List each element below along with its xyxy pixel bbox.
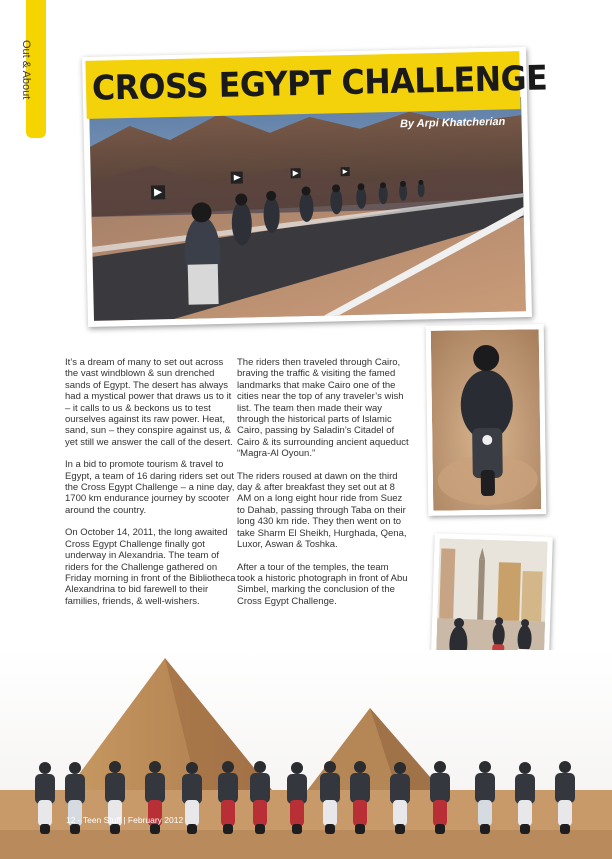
paragraph: In a bid to promote tourism & travel to Egypt, a team of 16 daring riders set out the Cross Egypt Challenge – a nine day, 1700 km endurance journey by scooter around the country.: [65, 459, 235, 516]
paragraph: The riders then traveled through Cairo, braving the traffic & visiting the famed landmarks that make Cairo one of the cities near the top of any traveler’s wish list. The team then made their way through the historical parts of Islamic Cairo, passing by Saladin’s Citadel of Cairo & its surrounding ancient aqueduct “Magra-Al Oyoun.”: [237, 357, 409, 460]
page-footer: 12 - Teen Stuff | February 2012: [66, 815, 184, 825]
paragraph: It’s a dream of many to set out across the vast windblown & sun drenched sands of Egypt. The desert has always had a mystical power that draws us to it – it calls to us & beckons us to test ourselves against its raw power. Heat, sand, sun – they conspire against us, & yet still we answer the call of the desert.: [65, 357, 233, 448]
section-tab-label: Out & About: [20, 40, 32, 100]
paragraph: The riders roused at dawn on the third day & after breakfast they set out at 8 AM on a long eight hour ride from Suez to Dahab, passing through Taba on their long 430 km ride. They then went on to take Sharm El Sheikh, Hurghada, Qena, Luxor, Aswan & Toshka.: [237, 470, 407, 551]
article-title-band: [85, 51, 548, 119]
article-title: CROSS EGYPT CHALLENGE: [91, 58, 548, 109]
pyramids-team-photo: [0, 650, 612, 859]
text-column-1: [65, 357, 237, 618]
rider-dust-photo: [426, 324, 547, 516]
paragraph: After a tour of the temples, the team took a historic photograph in front of Abu Simbel, marking the conclusion of the Cross Egypt Challenge.: [237, 561, 408, 607]
hero-photo: [89, 97, 526, 321]
article-byline: By Arpi Khatcherian: [399, 115, 506, 131]
paragraph: On October 14, 2011, the long awaited Cross Egypt Challenge finally got underway in Alexandria. The team of riders for the Challenge gathered on Friday morning in front of the Bibliotheca Alexandrina to bid farewell to their families, friends, & well-wishers.: [65, 527, 236, 607]
section-tab: [20, 0, 46, 138]
text-column-2: [237, 357, 409, 618]
